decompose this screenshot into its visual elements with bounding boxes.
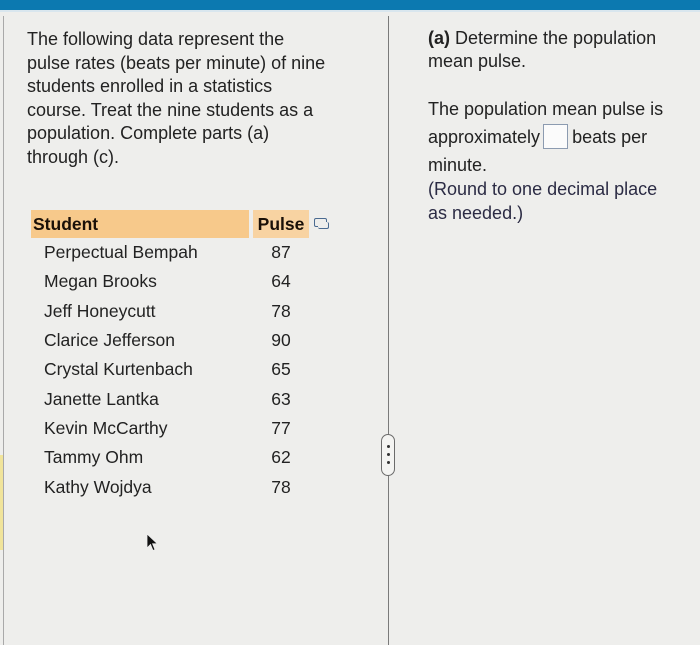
- pulse-value: 63: [271, 388, 291, 409]
- table-row: [31, 297, 351, 326]
- copy-data-icon[interactable]: [313, 217, 331, 231]
- student-name: Tammy Ohm: [44, 447, 144, 468]
- table-row: [31, 326, 351, 355]
- problem-line: through (c).: [27, 146, 120, 167]
- top-bar-edge: [0, 10, 700, 12]
- pulse-value: 62: [271, 447, 291, 468]
- table-row: [31, 443, 351, 472]
- table-row: [31, 238, 351, 267]
- answer-suffix: minute.: [428, 155, 488, 175]
- problem-line: pulse rates (beats per minute) of nine: [27, 52, 326, 73]
- part-a-question-text: Determine the population: [450, 28, 657, 48]
- hint-line: (Round to one decimal place: [428, 179, 658, 199]
- mean-pulse-input[interactable]: [543, 124, 568, 149]
- answer-prefix: The population mean pulse is: [428, 99, 664, 119]
- table-row: [31, 384, 351, 413]
- problem-statement: [27, 28, 367, 169]
- left-accent-strip: [0, 455, 3, 550]
- pulse-value: 87: [271, 242, 291, 263]
- header-student: Student: [31, 210, 249, 238]
- problem-line: students enrolled in a statistics: [27, 76, 273, 96]
- student-name: Jeff Honeycutt: [44, 300, 156, 321]
- part-a-label: (a): [428, 28, 450, 48]
- table-row: [31, 472, 351, 501]
- answer-suffix: beats per: [572, 127, 648, 147]
- table-row: [31, 414, 351, 443]
- hint-line: as needed.): [428, 203, 524, 223]
- problem-line: The following data represent the: [27, 29, 285, 49]
- problem-text: [27, 28, 367, 169]
- answer-prefix: approximately: [428, 127, 541, 147]
- pane-resize-handle[interactable]: [381, 434, 395, 476]
- pulse-value: 78: [271, 476, 291, 497]
- pulse-value: 77: [271, 417, 291, 438]
- pulse-data-table: [31, 210, 351, 502]
- part-a-question: [428, 27, 690, 73]
- problem-line: course. Treat the nine students as a: [27, 99, 314, 120]
- pulse-value: 78: [271, 300, 291, 321]
- part-a-pane: [428, 27, 690, 225]
- student-name: Kevin McCarthy: [44, 417, 168, 438]
- part-a-answer-sentence: [428, 95, 690, 179]
- pulse-value: 64: [271, 271, 291, 292]
- student-name: Clarice Jefferson: [44, 330, 175, 351]
- student-name: Megan Brooks: [44, 271, 157, 292]
- table-header: [31, 210, 351, 238]
- pane-divider: [388, 16, 389, 645]
- problem-line: population. Complete parts (a): [27, 123, 270, 143]
- table-row: [31, 267, 351, 296]
- top-bar: [0, 0, 700, 10]
- student-name: Janette Lantka: [44, 388, 159, 409]
- table-row: [31, 355, 351, 384]
- header-pulse: Pulse: [253, 210, 309, 238]
- pulse-value: 90: [271, 330, 291, 351]
- student-name: Perpectual Bempah: [44, 242, 198, 263]
- pulse-value: 65: [271, 359, 291, 380]
- student-name: Kathy Wojdya: [44, 476, 152, 497]
- student-name: Crystal Kurtenbach: [44, 359, 193, 380]
- part-a-question-text: mean pulse.: [428, 51, 527, 71]
- left-border: [3, 16, 4, 645]
- rounding-hint: [428, 177, 690, 225]
- mouse-cursor-icon: [146, 533, 160, 553]
